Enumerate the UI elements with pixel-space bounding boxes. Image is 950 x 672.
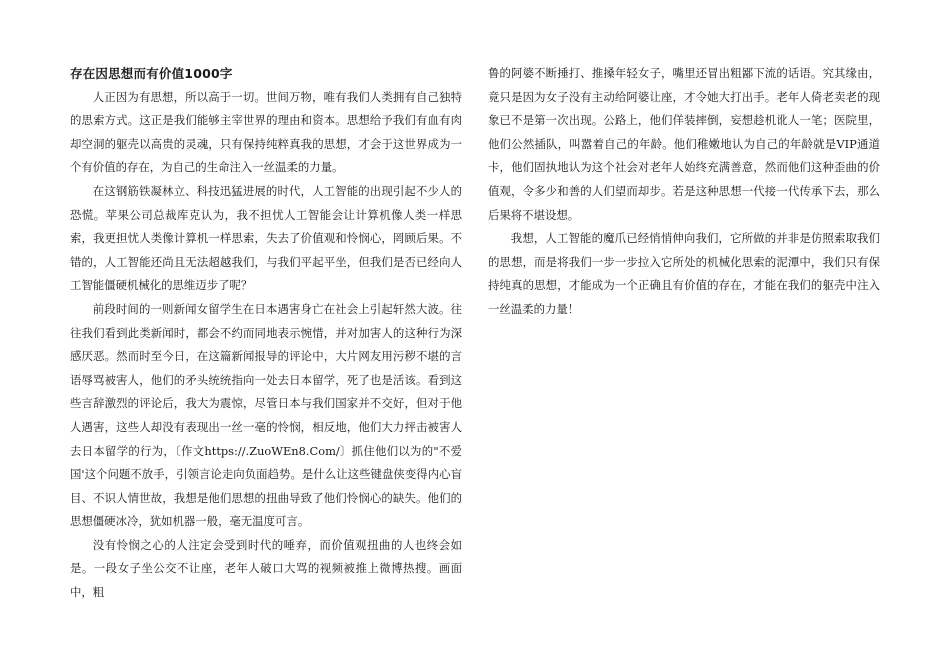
paragraph-1: 人正因为有思想，所以高于一切。世间万物，唯有我们人类拥有自己独特的思索方式。这正是我们能够主宰世界的理由和资本。思想给予我们有血有肉却空洞的躯壳以高贵的灵魂，只有保持纯粹真我的思想，才会于这世界成为一个有价值的存在，为自己的生命注入一丝温柔的力量。 <box>70 89 462 175</box>
paragraph-4-continued: 鲁的阿婆不断捶打、推搡年轻女子，嘴里还冒出粗鄙下流的话语。究其缘由，竟只是因为女子没有主动给阿婆让座，才令她大打出手。老年人倚老卖老的现象已不是第一次出现。公路上，他们佯装摔倒，妄想趁机讹人一笔；医院里，他们公然插队，叫嚣着自己的年龄。他们稚嫩地认为自己的年龄就是VIP通道卡，他们固执地认为这个社会对老年人始终充满善意，然而他们这种歪曲的价值观，令多少和善的人们望而却步。若是这种思想一代接一代传承下去，那么后果将不堪设想。 <box>488 66 880 222</box>
paragraph-4: 没有怜悯之心的人注定会受到时代的唾弃，而价值观扭曲的人也终会如是。一段女子坐公交不让座，老年人破口大骂的视频被推上微博热搜。画面中，粗 <box>70 537 462 600</box>
paragraph-3: 前段时间的一则新闻女留学生在日本遇害身亡在社会上引起轩然大波。往往我们看到此类新闻时，都会不约而同地表示惋惜，并对加害人的这种行为深感厌恶。然而时至今日，在这篇新闻报导的评论中，大片网友用污秽不堪的言语辱骂被害人，他们的矛头统统指向一处去日本留学，死了也是活该。看到这些言辞激烈的评论后，我大为震惊，尽管日本与我们国家并不交好，但对于他人遇害，这些人却没有表现出一丝一毫的怜悯，相反地，他们大力抨击被害人去日本留学的行为，〔作文https://.ZuoWEn8.Com/〕抓住他们以为的"不爱国'这个问题不放手，引领言论走向负面趋势。是什么让这些键盘侠变得内心盲目、不识人情世故，我想是他们思想的扭曲导致了他们怜悯心的缺失。他们的思想僵硬冰冷，犹如机器一般，毫无温度可言。 <box>70 301 462 529</box>
article-title: 存在因思想而有价值1000字 <box>70 66 233 81</box>
right-column <box>488 62 880 322</box>
left-column <box>70 62 462 605</box>
paragraph-5: 我想，人工智能的魔爪已经悄悄伸向我们，它所做的并非是仿照索取我们的思想，而是将我们一步一步拉入它所处的机械化思索的泥潭中，我们只有保持纯真的思想，才能成为一个正确且有价值的存在，才能在我们的躯壳中注入一丝温柔的力量！ <box>488 231 880 316</box>
paragraph-2: 在这钢筋铁凝林立、科技迅猛进展的时代，人工智能的出现引起不少人的恐慌。苹果公司总裁库克认为，我不担忧人工智能会让计算机像人类一样思索，我更担忧人类像计算机一样思索，失去了价值观和怜悯心，罔顾后果。不错的，人工智能还尚且无法超越我们，与我们平起平坐，但我们是否已经向人工智能僵硬机械化的思维迈步了呢？ <box>70 183 462 293</box>
